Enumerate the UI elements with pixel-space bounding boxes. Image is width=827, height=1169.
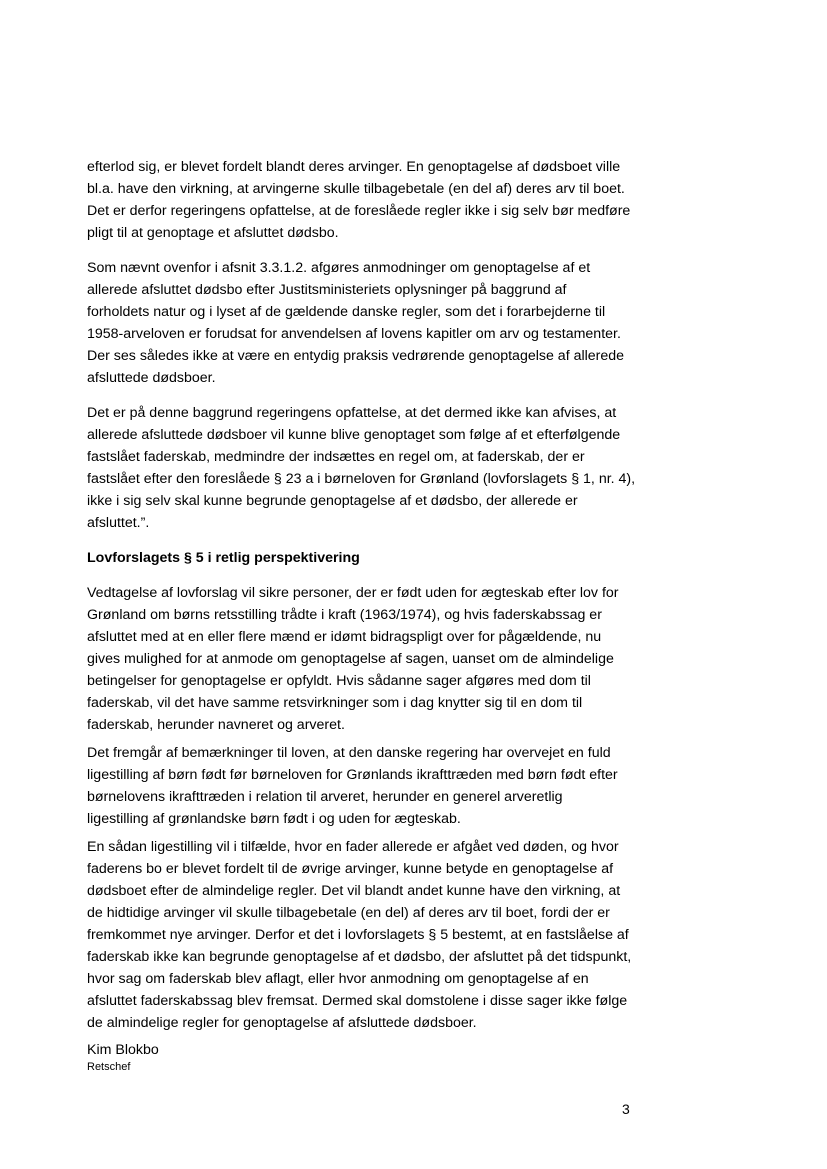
text-line: 1958-arveloven er forudsat for anvendelsen af lovens kapitler om arv og testamenter. — [87, 326, 621, 342]
text-line: faderens bo er blevet fordelt til de øvrige arvinger, kunne betyde en genoptagelse af — [87, 861, 614, 877]
text-line: ligestilling af grønlandske børn født i og uden for ægteskab. — [87, 811, 461, 827]
text-line: de hidtidige arvinger vil skulle tilbagebetale (en del) af deres arv til boet, fordi der er — [87, 905, 610, 921]
text-line: fremkommet nye arvinger. Derfor et det i lovforslagets § 5 bestemt, at en fastslåelse af — [87, 927, 629, 943]
text-line: faderskab ikke kan begrunde genoptagelse af et dødsbo, der afsluttet på det tidspunkt, — [87, 949, 632, 965]
text-line: afsluttet med at en eller flere mænd er idømt bidragspligt over for pågældende, nu — [87, 629, 602, 645]
text-line: Grønland om børns retsstilling trådte i kraft (1963/1974), og hvis faderskabssag er — [87, 607, 602, 623]
text-line: allerede afsluttet dødsbo efter Justitsministeriets oplysninger på baggrund af — [87, 282, 567, 298]
text-line: Der ses således ikke at være en entydig praksis vedrørende genoptagelse af allerede — [87, 348, 625, 364]
text-line: betingelser for genoptagelse er opfyldt. Hvis sådanne sager afgøres med dom til — [87, 673, 591, 689]
text-line: afsluttet.”. — [87, 515, 150, 531]
text-line: Det er derfor regeringens opfattelse, at de foreslåede regler ikke i sig selv bør medføre — [87, 203, 631, 219]
text-line: allerede afsluttede dødsboer vil kunne blive genoptaget som følge af et efterfølgende — [87, 427, 621, 443]
text-line: efterlod sig, er blevet fordelt blandt deres arvinger. En genoptagelse af dødsboet ville — [87, 159, 621, 175]
text-line: En sådan ligestilling vil i tilfælde, hvor en fader allerede er afgået ved døden, og hvor — [87, 839, 619, 855]
text-line: afsluttet faderskabssag blev fremsat. Dermed skal domstolene i disse sager ikke følge — [87, 993, 628, 1009]
paragraph — [87, 836, 747, 1034]
text-line: ikke i sig selv skal kunne begrunde genoptagelse af et dødsbo, der allerede er — [87, 493, 578, 509]
page-number: 3 — [622, 1101, 630, 1117]
text-line: Det fremgår af bemærkninger til loven, at den danske regering har overvejet en fuld — [87, 745, 611, 761]
text-line: Som nævnt ovenfor i afsnit 3.3.1.2. afgøres anmodninger om genoptagelse af et — [87, 260, 591, 276]
text-line: dødsboet efter de almindelige regler. Det vil blandt andet kunne have den virkning, at — [87, 883, 621, 899]
text-line: ligestilling af børn født før børneloven for Grønlands ikrafttræden med børn født efter — [87, 767, 618, 783]
paragraph — [87, 156, 747, 244]
signature-title: Retschef — [87, 1061, 131, 1073]
text-line: bl.a. have den virkning, at arvingerne skulle tilbagebetale (en del af) deres arv til boet. — [87, 181, 625, 197]
text-line: fastslået faderskab, medmindre der indsættes en regel om, at faderskab, der er — [87, 449, 585, 465]
text-line: gives mulighed for at anmode om genoptagelse af sagen, uanset om de almindelige — [87, 651, 614, 667]
text-line: faderskab, vil det have samme retsvirkninger som i dag knytter sig til en dom til — [87, 695, 583, 711]
text-line: fastslået efter den foreslåede § 23 a i børneloven for Grønland (lovforslagets § 1, nr. 4), — [87, 471, 636, 487]
section-heading: Lovforslagets § 5 i retlig perspektivering — [87, 550, 360, 566]
text-line: forholdets natur og i lyset af de gældende danske regler, som det i forarbejderne til — [87, 304, 606, 320]
text-line: Det er på denne baggrund regeringens opfattelse, at det dermed ikke kan afvises, at — [87, 405, 617, 421]
signature-name: Kim Blokbo — [87, 1042, 159, 1058]
text-line: de almindelige regler for genoptagelse af afsluttede dødsboer. — [87, 1015, 477, 1031]
paragraph — [87, 257, 747, 389]
text-line: børnelovens ikrafttræden i relation til arveret, herunder en generel arveretlig — [87, 789, 563, 805]
text-line: hvor sag om faderskab blev aflagt, eller hvor anmodning om genoptagelse af en — [87, 971, 589, 987]
paragraph — [87, 582, 747, 736]
text-line: Vedtagelse af lovforslag vil sikre personer, der er født uden for ægteskab efter lov for — [87, 585, 619, 601]
text-line: afsluttede dødsboer. — [87, 370, 216, 386]
paragraph — [87, 402, 747, 534]
text-line: pligt til at genoptage et afsluttet dødsbo. — [87, 225, 339, 241]
text-line: faderskab, herunder navneret og arveret. — [87, 717, 345, 733]
document-body — [87, 156, 747, 1074]
paragraph — [87, 742, 747, 830]
